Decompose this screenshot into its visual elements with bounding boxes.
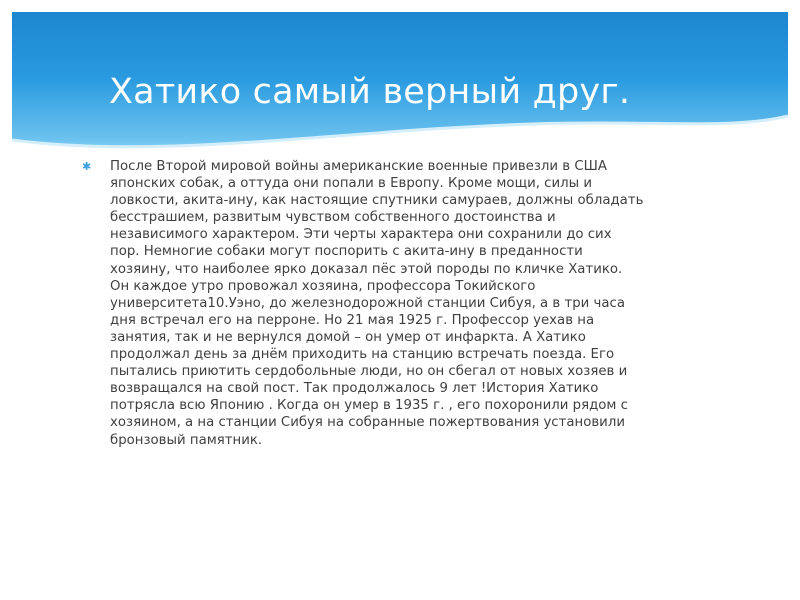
star-bullet-icon: ✱ bbox=[82, 160, 92, 173]
body-text: После Второй мировой войны американские военные привезли в США японских собак, а оттуда они попали в Европу. Кроме мощи, силы и ловкости, акита-ину, как настоящие спутники самураев, должны обладать бесстрашием, развитым чувством собственного достоинства и независимого характером. Эти черты характера они сохранили до сих пор. Немногие собаки могут поспорить с акита-ину в преданности хозяину, что наиболее ярко доказал пёс этой породы по кличке Хатико. Он каждое утро провожал хозяина, профессора Токийского университета10.Уэно, до железнодорожной станции Сибуя, а в три часа дня встречал его на перроне. Но 21 мая 1925 г. Профессор уехав на занятия, так и не вернулся домой – он умер от инфаркта. А Хатико продолжал день за днём приходить на станцию встречать поезда. Его пытались приютить сердобольные люди, но он сбегал от новых хозяев и возвращался на свой пост. Так продолжалось 9 лет !История Хатико потрясла всю Японию . Когда он умер в 1935 г. , его похоронили рядом с хозяином, а на станции Сибуя на собранные пожертвования установили бронзовый памятник. bbox=[110, 159, 644, 448]
bullet-item bbox=[82, 158, 722, 449]
slide-title: Хатико самый верный друг. bbox=[109, 72, 631, 112]
slide bbox=[12, 12, 788, 588]
